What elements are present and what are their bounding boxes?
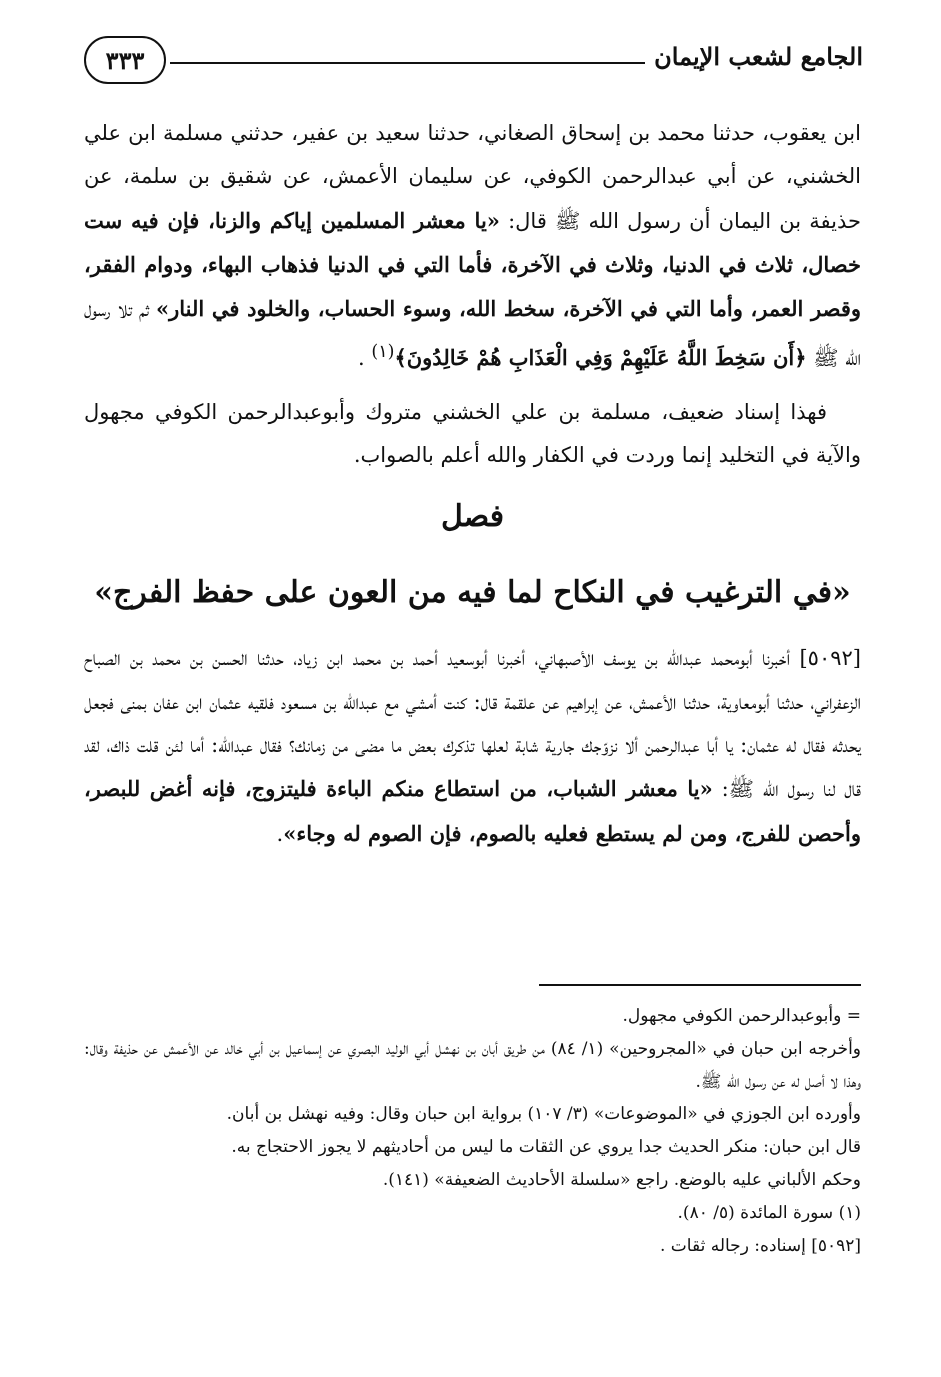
footnote-line: وأخرجه ابن حبان في «المجروحين» (١/ ٨٤) من طريق أبان بن نهشل أبي الوليد البصري عن إسماعيل بن أبي خالد عن الأعمش عن حذيفة وقال: وهذا لا أصل له عن رسول الله ﷺ. <box>84 1038 862 1092</box>
footnote-list <box>84 1000 861 1262</box>
running-title: الجامع لشعب الإيمان <box>654 42 863 71</box>
paragraph-end: . <box>358 346 372 371</box>
footnote-marker: (١) <box>371 342 395 363</box>
page-header <box>84 36 863 88</box>
hadith-number: [٥٠٩٢] <box>799 646 861 671</box>
page-number: ٣٣٣ <box>84 36 166 84</box>
footnote-line: قال ابن حبان: منكر الحديث جدا يروي عن الثقات ما ليس من أحاديثهم لا يجوز الاحتجاج به. <box>231 1137 861 1158</box>
quran-verse: ﴿أَن سَخِطَ اللَّهُ عَلَيْهِمْ وَفِي الْعَذَابِ هُمْ خَالِدُونَ﴾ <box>394 345 807 371</box>
isnad-text: ابن يعقوب، حدثنا محمد بن إسحاق الصغاني، حدثنا سعيد بن عفير، حدثني مسلمة ابن علي الخشني، عن أبي عبدالرحمن الكوفي، عن سليمان الأعمش، عن شقيق بن سلمة، عن حذيفة بن اليمان أن رسول الله ﷺ قال: <box>84 121 861 233</box>
footnote-line: (١) سورة المائدة (٥/ ٨٠). <box>677 1202 861 1223</box>
main-text <box>84 112 861 856</box>
footnote-line: = وأبوعبدالرحمن الكوفي مجهول. <box>622 1006 861 1026</box>
footnote-line: وحكم الألباني عليه بالوضع. راجع «سلسلة الأحاديث الضعيفة» (١٤١). <box>382 1169 861 1190</box>
footnote-rule <box>539 984 861 986</box>
footnote-line: [٥٠٩٢] إسناده: رجاله ثقات . <box>659 1235 861 1256</box>
connector-text: ثم تلا رسول الله ﷺ <box>84 297 861 371</box>
hadith-isnad: أخبرنا أبومحمد عبدالله بن يوسف الأصبهاني، أخبرنا أبوسعيد أحمد بن محمد ابن زياد، حدثنا الحسن بن محمد بن الصباح الزعفراني، حدثنا أبومعاوية، حدثنا الأعمش، عن إبراهيم عن علقمة قال: كنت أمشي مع عبدالله بن مسعود فلقيه عثمان ابن عفان بمنى فجعل يحدثه فقال له عثمان: يا أبا عبدالرحمن ألا نزوّجك جارية شابة لعلها تذكرك بعض ما مضى من زمانك؟ فقال عبدالله: أما لئن قلت ذاك، لقد قال لنا رسول الله ﷺ: <box>84 646 861 802</box>
footnote-line: وأورده ابن الجوزي في «الموضوعات» (٣/ ١٠٧) برواية ابن حبان وقال: وفيه نهشل بن أبان. <box>226 1104 861 1125</box>
hadith-continuation-paragraph <box>84 112 861 381</box>
hadith-paragraph <box>84 637 861 855</box>
grading-paragraph: فهذا إسناد ضعيف، مسلمة بن علي الخشني متروك وأبوعبدالرحمن الكوفي مجهول والآية في التخليد إنما وردت في الكفار والله أعلم بالصواب. <box>84 399 861 468</box>
header-rule <box>170 62 645 64</box>
hadith-matn: «يا معشر الشباب، من استطاع منكم الباءة فليتزوج، فإنه أغض للبصر، وأحصن للفرج، ومن لم يستطع فعليه بالصوم، فإن الصوم له وجاء» <box>84 776 861 846</box>
hadith-quote: «يا معشر المسلمين إياكم والزنا، فإن فيه ست خصال، ثلاث في الدنيا، وثلاث في الآخرة، فأما التي في الدنيا فذهاب البهاء، ودوام الفقر، وقصر العمر، وأما التي في الآخرة، سخط الله، وسوء الحساب، والخلود في النار» <box>84 207 861 322</box>
section-heading: فصل <box>440 499 505 535</box>
footnotes <box>84 984 861 1262</box>
hadith-end: . <box>276 821 284 846</box>
topic-heading: «في الترغيب في النكاح لما فيه من العون على حفظ الفرج» <box>94 575 851 611</box>
